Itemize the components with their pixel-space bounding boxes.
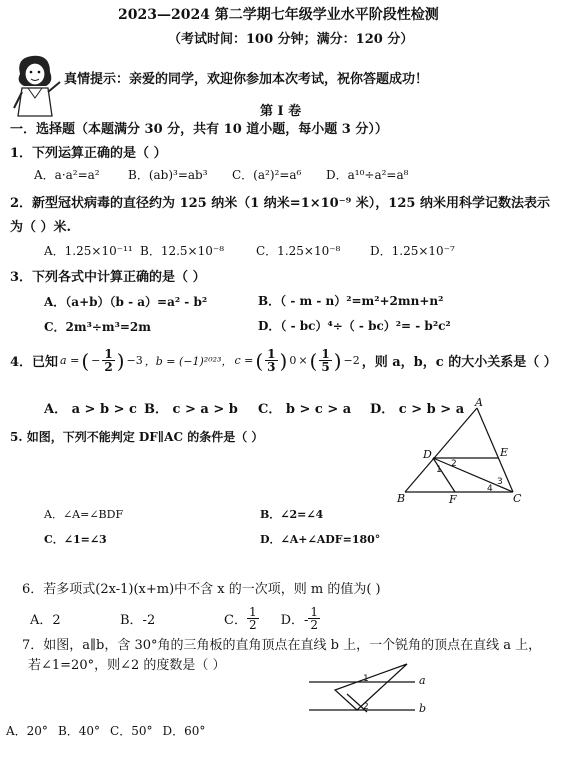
q4-a-fraction: [102, 348, 114, 373]
q4-c2-den: 5: [321, 360, 330, 374]
q2-option-b: B．12.5×10⁻⁸: [140, 244, 225, 258]
q4-c2-lparen: (: [309, 348, 318, 373]
q1-option-b: B．(ab)³=ab³: [128, 168, 208, 182]
exam-title: 2023—2024 第二学期七年级学业水平阶段性检测: [118, 7, 439, 23]
q7-option-a: A．20°: [6, 724, 48, 738]
q5-label-d: D: [423, 448, 432, 461]
part1-heading: 一．选择题（本题满分 30 分，共有 10 道小题，每小题 3 分））: [10, 122, 388, 137]
tip-text: 真情提示：亲爱的同学，欢迎你参加本次考试，祝你答题成功！: [64, 72, 429, 87]
q2-stem-line1: 2．新型冠状病毒的直径约为 125 纳米（1 纳米=1×10⁻⁹ 米），125 纳米用科学记数法表示: [10, 196, 550, 211]
q5-option-c: C．∠1=∠3: [44, 533, 107, 546]
q6-options: [30, 606, 320, 631]
q6-option-c-fraction: [247, 606, 259, 631]
q7-triangle: [335, 664, 407, 710]
q5-triangle-figure: [395, 396, 535, 506]
q7-stem-line1: 7．如图，a∥b，含 30°角的三角板的直角顶点在直线 b 上，一个锐角的顶点在直线 a 上，: [22, 638, 542, 653]
q4-a-label: a =: [60, 354, 80, 367]
q1-stem: 1．下列运算正确的是（ ）: [10, 146, 167, 161]
q5-option-b: B．∠2=∠4: [260, 508, 324, 521]
q6-option-b: B．-2: [120, 613, 156, 628]
q4-c1-exp: 0: [289, 354, 297, 367]
q5-label-a: A: [475, 396, 483, 409]
q7-label-a: a: [419, 674, 426, 687]
q7-angle-2: 2: [363, 702, 369, 712]
exam-subtitle: （考试时间：100 分钟；满分：120 分）: [168, 32, 414, 47]
q3-option-d: D．（ - bc）⁴÷（ - bc）²= - b²c²: [258, 319, 451, 333]
q7-option-d: D．60°: [162, 724, 206, 738]
q4-a-num: 1: [104, 347, 113, 361]
q4-c-label: c =: [234, 354, 254, 367]
q4-a-sign: −: [91, 354, 101, 367]
q2-stem-line2: 为（ ）米.: [10, 220, 72, 235]
q4-a-lparen: (: [81, 348, 90, 373]
q2-option-c: C．1.25×10⁻⁸: [256, 244, 341, 258]
q5-option-d: D．∠A+∠ADF=180°: [260, 533, 381, 546]
q3-option-a: A．（a+b）（b - a）=a² - b²: [44, 295, 208, 309]
q5-angle-3: 3: [497, 477, 503, 487]
q2-option-d: D．1.25×10⁻⁷: [370, 244, 455, 258]
q5-angle-2: 2: [451, 459, 457, 469]
q5-angle-4: 4: [487, 484, 493, 494]
q5-label-b: B: [397, 492, 406, 505]
q4-b-part: ，b = (−1)²⁰²³，: [144, 354, 233, 368]
q6-stem: 6．若多项式(2x-1)(x+m)中不含 x 的一次项，则 m 的值为( ): [22, 582, 381, 597]
q6-c-den: 2: [248, 618, 257, 632]
q7-angle-1: 1: [363, 674, 369, 684]
q6-option-d-label: D．-: [280, 613, 309, 628]
q4-c1-lparen: (: [255, 348, 264, 373]
q4-option-a: A． a > b > c: [44, 402, 137, 417]
q4-c2-fraction: [319, 348, 331, 373]
q4-stem: [10, 348, 557, 373]
q3-stem: 3．下列各式中计算正确的是（ ）: [10, 270, 206, 285]
q7-options: [6, 722, 205, 739]
q6-option-d-fraction: [308, 606, 320, 631]
q4-option-b: B． c > a > b: [144, 402, 238, 417]
q1-option-c: C．(a²)²=a⁶: [232, 168, 302, 182]
q7-option-c: C．50°: [110, 724, 153, 738]
q4-suffix: ，则 a，b，c 的大小关系是（ ）: [361, 355, 557, 370]
q7-option-b: B．40°: [57, 724, 101, 738]
q4-c2-exp: −2: [343, 354, 360, 367]
q4-c2-rparen: ): [333, 348, 342, 373]
q4-c2-num: 1: [321, 347, 330, 361]
q3-option-b: B．（ - m - n）²=m²+2mn+n²: [258, 294, 444, 308]
q6-option-a: A．2: [30, 613, 61, 628]
q5-line-ab: [405, 408, 477, 492]
q5-label-f: F: [449, 493, 457, 506]
q2-option-a: A．1.25×10⁻¹¹: [44, 244, 133, 258]
q4-c1-rparen: ): [279, 348, 288, 373]
mascot-illustration: [10, 52, 62, 120]
q5-option-a: A．∠A=∠BDF: [44, 508, 124, 521]
q5-stem: 5. 如图，下列不能判定 DF∥AC 的条件是（ ）: [10, 430, 264, 444]
q4-c1-den: 3: [267, 360, 276, 374]
q6-c-num: 1: [248, 605, 257, 619]
q4-option-d: D． c > b > a: [370, 402, 465, 417]
q4-a-exp: −3: [126, 354, 143, 367]
q4-prefix: 4．已知: [10, 355, 59, 370]
q1-option-a: A．a·a²=a²: [34, 168, 100, 182]
q7-parallel-lines-figure: [305, 660, 435, 720]
q5-label-e: E: [500, 446, 509, 459]
q7-stem-line2: 若∠1=20°，则∠2 的度数是（ ）: [28, 658, 226, 673]
q1-option-d: D．a¹⁰÷a²=a⁸: [326, 168, 409, 182]
q6-option-c-label: C．: [224, 613, 247, 628]
q4-a-den: 2: [104, 360, 113, 374]
q4-a-rparen: ): [116, 348, 125, 373]
section-title: 第 I 卷: [260, 104, 302, 119]
q7-label-b: b: [419, 702, 427, 715]
q6-d-den: 2: [310, 618, 319, 632]
q4-c1-fraction: [265, 348, 277, 373]
q4-times: ×: [298, 354, 308, 367]
q6-d-num: 1: [310, 605, 319, 619]
q4-option-c: C． b > c > a: [258, 402, 352, 417]
q4-c1-num: 1: [267, 347, 276, 361]
q3-option-c: C．2m³÷m³=2m: [44, 320, 151, 334]
q5-angle-1: 1: [436, 465, 442, 475]
q5-label-c: C: [513, 492, 522, 505]
